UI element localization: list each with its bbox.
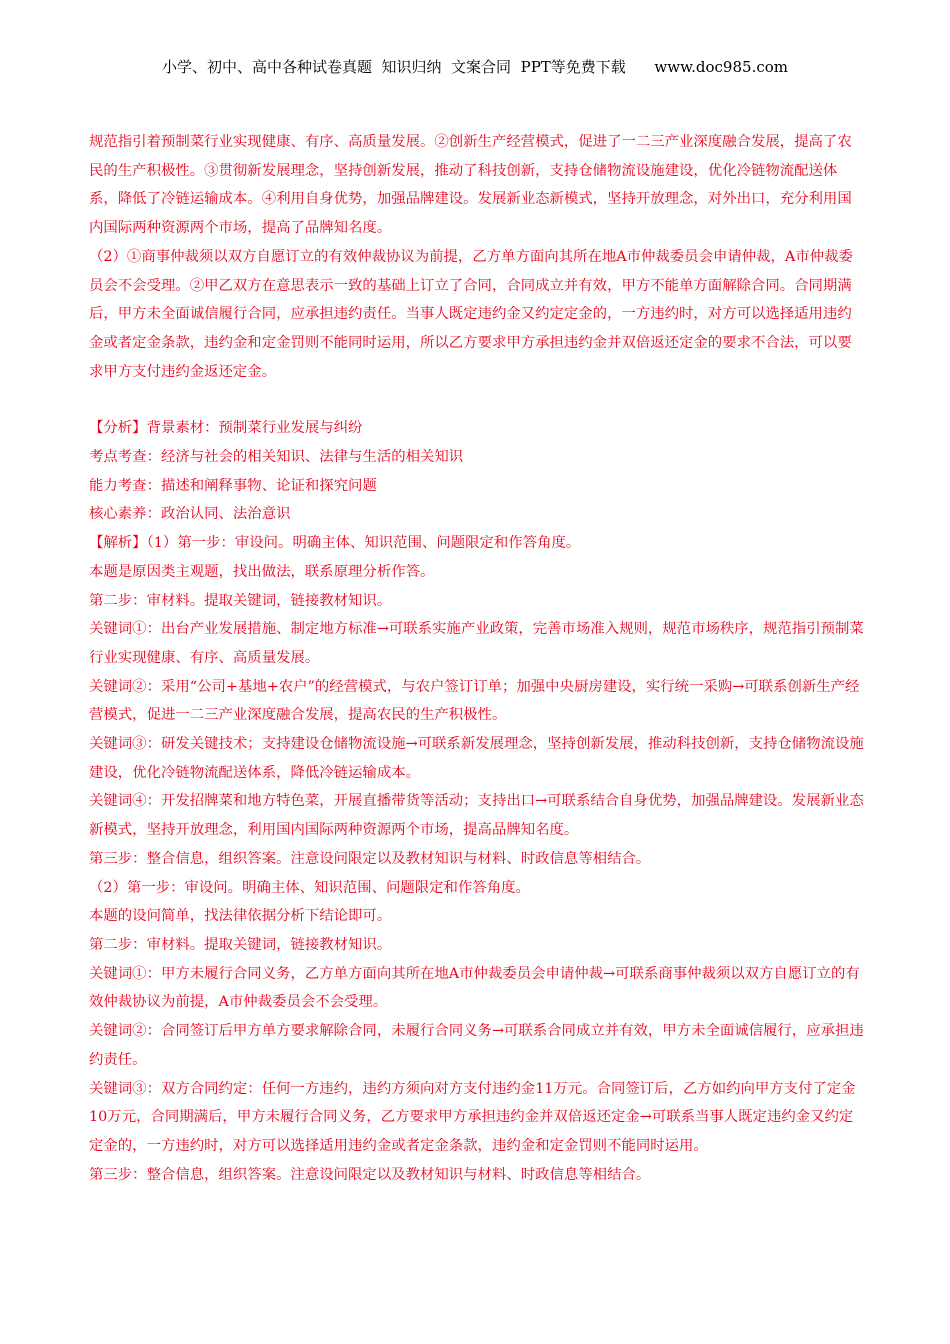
- spacer: [89, 386, 864, 414]
- solution-q2-keyword-1: 关键词①：甲方未履行合同义务，乙方单方面向其所在地A市仲裁委员会申请仲裁→可联系商事仲裁须以双方自愿订立的有效仲裁协议为前提，A市仲裁委员会不会受理。: [89, 965, 860, 1011]
- solution-q1-step3: 第三步：整合信息，组织答案。注意设问限定以及教材知识与材料、时政信息等相结合。: [89, 850, 651, 867]
- page-header: 小学、初中、高中各种试卷真题 知识归纳 文案合同 PPT等免费下载 www.doc985.com: [161, 58, 788, 76]
- solution-q1-step2: 第二步：审材料。提取关键词，链接教材知识。: [89, 592, 392, 609]
- solution-q1-keyword-4: 关键词④：开发招牌菜和地方特色菜，开展直播带货等活动；支持出口→可联系结合自身优势，加强品牌建设。发展新业态新模式，坚持开放理念，利用国内国际两种资源两个市场，提高品牌知名度。: [89, 793, 864, 839]
- answer-paragraph-2: （2）①商事仲裁须以双方自愿订立的有效仲裁协议为前提，乙方单方面向其所在地A市仲裁委员会申请仲裁，A市仲裁委员会不会受理。②甲乙双方在意思表示一致的基础上订立了合同，合同成立并有效，甲方不能单方面解除合同。合同期满后，甲方未全面诚信履行合同，应承担违约责任。当事人既定违约金又约定定金的，一方违约时，对方可以选择适用违约金或者定金条款，违约金和定金罚则不能同时运用，所以乙方要求甲方承担违约金并双倍返还定金的要求不合法，可以要求甲方支付违约金返还定金。: [89, 248, 853, 380]
- solution-label: 【解析】: [89, 535, 147, 552]
- solution-q2-step2: 第二步：审材料。提取关键词，链接教材知识。: [89, 936, 392, 953]
- analysis-literacy: 核心素养：政治认同、法治意识: [89, 506, 291, 523]
- solution-q1-step1-text: （1）第一步：审设问。明确主体、知识范围、问题限定和作答角度。: [146, 535, 581, 552]
- analysis-background-text: 背景素材：预制菜行业发展与纠纷: [146, 420, 363, 437]
- analysis-ability: 能力考查：描述和阐释事物、论证和探究问题: [89, 477, 377, 494]
- answer-paragraph-1: 规范指引着预制菜行业实现健康、有序、高质量发展。②创新生产经营模式，促进了一二三产业深度融合发展，提高了农民的生产积极性。③贯彻新发展理念，坚持创新发展，推动了科技创新，支持仓储物流设施建设，优化冷链物流配送体系，降低了冷链运输成本。④利用自身优势，加强品牌建设。发展新业态新模式，坚持开放理念，对外出口，充分利用国内国际两种资源两个市场，提高了品牌知名度。: [89, 134, 852, 237]
- solution-q1-step1: [89, 529, 864, 558]
- solution-q2-step1: （2）第一步：审设问。明确主体、知识范围、问题限定和作答角度。: [89, 879, 530, 896]
- solution-q1-type: 本题是原因类主观题，找出做法，联系原理分析作答。: [89, 563, 435, 580]
- analysis-background: [89, 414, 864, 443]
- solution-q1-keyword-1: 关键词①：出台产业发展措施、制定地方标准→可联系实施产业政策，完善市场准入规则，规范市场秩序，规范指引预制菜行业实现健康、有序、高质量发展。: [89, 621, 864, 666]
- document-body: [89, 128, 864, 1189]
- solution-q2-keyword-2: 关键词②：合同签订后甲方单方要求解除合同，未履行合同义务→可联系合同成立并有效，甲方未全面诚信履行，应承担违约责任。: [89, 1023, 864, 1068]
- solution-q2-step3: 第三步：整合信息，组织答案。注意设问限定以及教材知识与材料、时政信息等相结合。: [89, 1166, 651, 1183]
- solution-q1-keyword-2: 关键词②：采用“公司+基地+农户”的经营模式，与农户签订订单；加强中央厨房建设，实行统一采购→可联系创新生产经营模式，促进一二三产业深度融合发展，提高农民的生产积极性。: [89, 678, 860, 724]
- solution-q1-keyword-3: 关键词③：研发关键技术；支持建设仓储物流设施→可联系新发展理念，坚持创新发展，推动科技创新，支持仓储物流设施建设，优化冷链物流配送体系，降低冷链运输成本。: [89, 736, 864, 781]
- analysis-points: 考点考查：经济与社会的相关知识、法律与生活的相关知识: [89, 449, 464, 466]
- solution-q2-type: 本题的设问简单，找法律依据分析下结论即可。: [89, 908, 392, 925]
- solution-q2-keyword-3: 关键词③：双方合同约定：任何一方违约，违约方须向对方支付违约金11万元。合同签订后，乙方如约向甲方支付了定金10万元，合同期满后，甲方未履行合同义务，乙方要求甲方承担违约金并双倍返还定金→可联系当事人既定违约金又约定定金的，一方违约时，对方可以选择适用违约金或者定金条款，违约金和定金罚则不能同时运用。: [89, 1080, 856, 1154]
- analysis-label: 【分析】: [89, 420, 147, 437]
